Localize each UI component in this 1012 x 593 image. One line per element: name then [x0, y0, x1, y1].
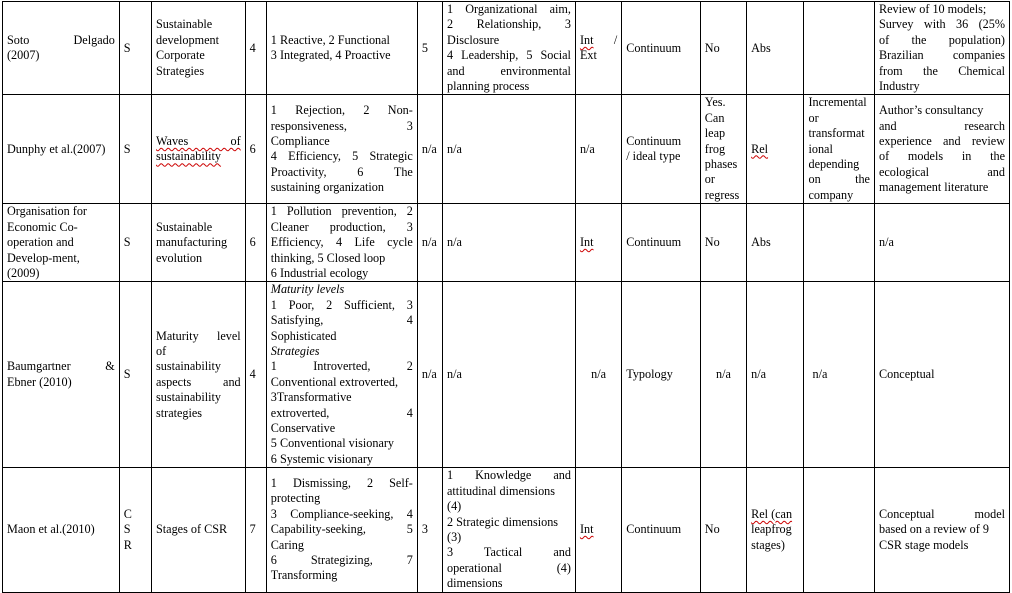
- abs-rel-cell: Abs: [747, 2, 804, 95]
- author-cell: Dunphy et al.(2007): [3, 95, 120, 204]
- stages-cell: 1 Rejection, 2 Non- responsiveness, 3 Compliance 4 Efficiency, 5 Strategic Proactivity, 6 The sustaining organization: [266, 95, 417, 204]
- model-name-cell: Waves of sustainability: [152, 95, 246, 204]
- table-row: [3, 95, 1010, 204]
- focus-cell: C S R: [119, 468, 151, 592]
- abs-rel-cell: Rel (can leapfrog stages): [747, 468, 804, 592]
- int-ext-cell: Int / Ext: [575, 2, 621, 95]
- stage-count-cell: 6: [245, 204, 266, 282]
- change-cell: [804, 468, 874, 592]
- model-name-cell: Stages of CSR: [152, 468, 246, 592]
- stage-count-cell: 4: [245, 282, 266, 468]
- author-cell: Maon et al.(2010): [3, 468, 120, 592]
- stage-count-cell: 6: [245, 95, 266, 204]
- int-ext-cell: n/a: [575, 95, 621, 204]
- dimensions-cell: n/a: [443, 282, 576, 468]
- focus-cell: S: [119, 204, 151, 282]
- strategies-heading: Strategies: [270, 344, 320, 358]
- progression-cell: Continuum: [622, 204, 701, 282]
- change-cell: [804, 204, 874, 282]
- leapfrog-cell: Yes. Can leap frog phases or regress: [700, 95, 746, 204]
- int-ext-cell: Int: [575, 468, 621, 592]
- progression-cell: Typology: [622, 282, 701, 468]
- stages-cell: 1 Dismissing, 2 Self- protecting 3 Compliance-seeking, 4 Capability-seeking, 5 Caring 6 Strategizing, 7 Transforming: [266, 468, 417, 592]
- leapfrog-cell: No: [700, 2, 746, 95]
- progression-cell: Continuum: [622, 468, 701, 592]
- dimension-count-cell: n/a: [417, 282, 442, 468]
- focus-cell: S: [119, 2, 151, 95]
- progression-cell: Continuum: [622, 2, 701, 95]
- dimension-count-cell: 5: [417, 2, 442, 95]
- stages-cell: 1 Reactive, 2 Functional 3 Integrated, 4 Proactive: [266, 2, 417, 95]
- model-name-cell: Maturity level of sustainability aspects and sustainability strategies: [152, 282, 246, 468]
- dimension-count-cell: n/a: [417, 204, 442, 282]
- table-row: [3, 204, 1010, 282]
- stage-models-table: [2, 1, 1010, 593]
- stages-cell: 1 Pollution prevention, 2 Cleaner production, 3 Efficiency, 4 Life cycle thinking, 5 Closed loop 6 Industrial ecology: [266, 204, 417, 282]
- table-row: [3, 282, 1010, 468]
- model-name-cell: Sustainable development Corporate Strategies: [152, 2, 246, 95]
- author-cell: Organisation for Economic Co- operation and Develop-ment, (2009): [3, 204, 120, 282]
- dimension-count-cell: 3: [417, 468, 442, 592]
- int-ext-cell: n/a: [575, 282, 621, 468]
- stage-count-cell: 4: [245, 2, 266, 95]
- table-row: [3, 2, 1010, 95]
- dimensions-cell: 1 Knowledge and attitudinal dimensions (4) 2 Strategic dimensions (3) 3 Tactical and operational (4) dimensions: [443, 468, 576, 592]
- focus-cell: S: [119, 282, 151, 468]
- maturity-levels-heading: Maturity levels: [270, 282, 345, 297]
- change-cell: [804, 2, 874, 95]
- change-cell: n/a: [804, 282, 874, 468]
- dimension-count-cell: n/a: [417, 95, 442, 204]
- stage-count-cell: 7: [245, 468, 266, 592]
- table-row: [3, 468, 1010, 592]
- author-cell: Soto Delgado (2007): [3, 2, 120, 95]
- progression-cell: Continuum / ideal type: [622, 95, 701, 204]
- abs-rel-cell: Rel: [747, 95, 804, 204]
- dimensions-cell: n/a: [443, 95, 576, 204]
- basis-cell: n/a: [874, 204, 1009, 282]
- abs-rel-cell: Abs: [747, 204, 804, 282]
- basis-cell: Author’s consultancy and research experience and review of models in the ecological and management literature: [874, 95, 1009, 204]
- abs-rel-cell: n/a: [747, 282, 804, 468]
- dimensions-cell: n/a: [443, 204, 576, 282]
- basis-cell: Review of 10 models; Survey with 36 (25% of the population) Brazilian companies from the Chemical Industry: [874, 2, 1009, 95]
- author-cell: Baumgartner & Ebner (2010): [3, 282, 120, 468]
- int-ext-cell: Int: [575, 204, 621, 282]
- stages-cell: Maturity levels 1 Poor, 2 Sufficient, 3 Satisfying, 4 Sophisticated Strategies 1 Introverted, 2 Conventional extroverted, 3Transformative extroverted, 4 Conservative 5 Conventional visionary 6 Systemic visionary: [266, 282, 417, 468]
- dimensions-cell: 1 Organizational aim, 2 Relationship, 3 Disclosure 4 Leadership, 5 Social and environmental planning process: [443, 2, 576, 95]
- model-name-cell: Sustainable manufacturing evolution: [152, 204, 246, 282]
- leapfrog-cell: n/a: [700, 282, 746, 468]
- focus-cell: S: [119, 95, 151, 204]
- leapfrog-cell: No: [700, 204, 746, 282]
- change-cell: Incremental or transformat ional depending on the company: [804, 95, 874, 204]
- basis-cell: Conceptual: [874, 282, 1009, 468]
- leapfrog-cell: No: [700, 468, 746, 592]
- basis-cell: Conceptual model based on a review of 9 CSR stage models: [874, 468, 1009, 592]
